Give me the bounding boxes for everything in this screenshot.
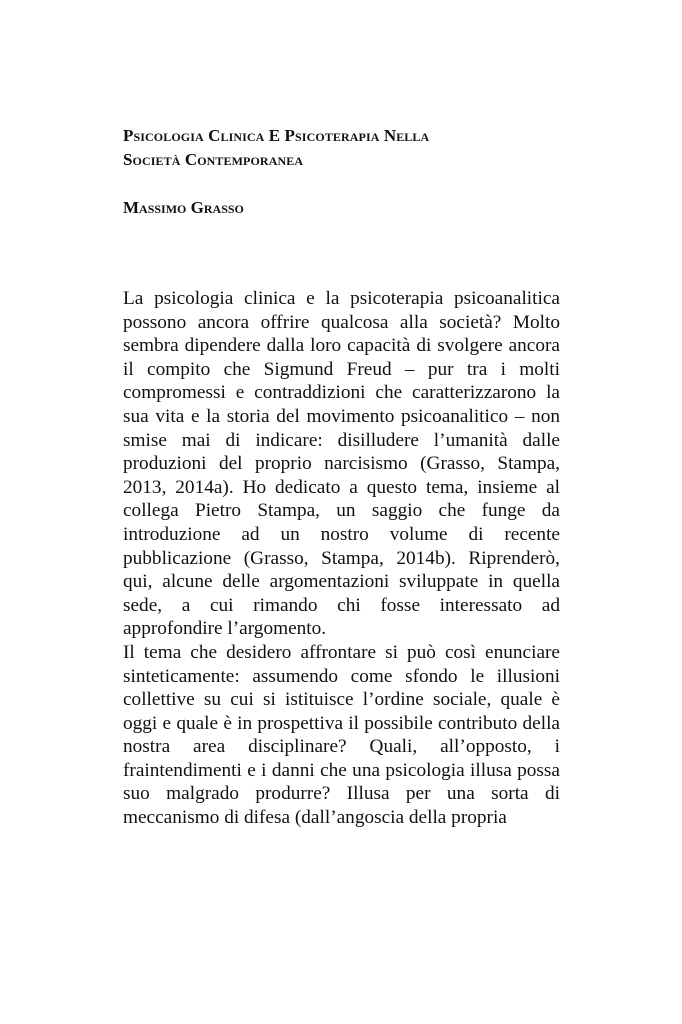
paragraph-1: La psicologia clinica e la psicoterapia psicoanalitica possono ancora offrire qualcosa alla società? Molto sembra dipendere dalla loro capacità di svolgere ancora il compito che Sigmund Freud – pur tra i molti compromessi e contraddizioni che caratterizzarono la sua vita e la storia del movimento psicoanalitico – non smise mai di indicare: disilludere l’umanità dalle produzioni del proprio narcisismo (Grasso, Stampa, 2013, 2014a). Ho dedicato a questo tema, insieme al collega Pietro Stampa, un saggio che funge da introduzione ad un nostro volume di recente pubblicazione (Grasso, Stampa, 2014b). Riprenderò, qui, alcune delle argomentazioni sviluppate in quella sede, a cui rimando chi fosse interessato ad approfondire l’argomento. [123, 288, 560, 640]
body-text [123, 287, 560, 830]
title-line-2: Società Contemporanea [123, 150, 304, 169]
title-line-1: Psicologia Clinica E Psicoterapia Nella [123, 126, 430, 145]
author-name: Massimo Grasso [123, 198, 244, 217]
document-title [123, 124, 563, 172]
paragraph-2: Il tema che desidero affrontare si può così enunciare sinteticamente: assumendo come sfondo le illusioni collettive su cui si istituisce l’ordine sociale, quale è oggi e quale è in prospettiva il possibile contributo della nostra area disciplinare? Quali, all’opposto, i fraintendimenti e i danni che una psicologia illusa possa suo malgrado produrre? Illusa per una sorta di meccanismo di difesa (dall’angoscia della propria [123, 641, 560, 829]
